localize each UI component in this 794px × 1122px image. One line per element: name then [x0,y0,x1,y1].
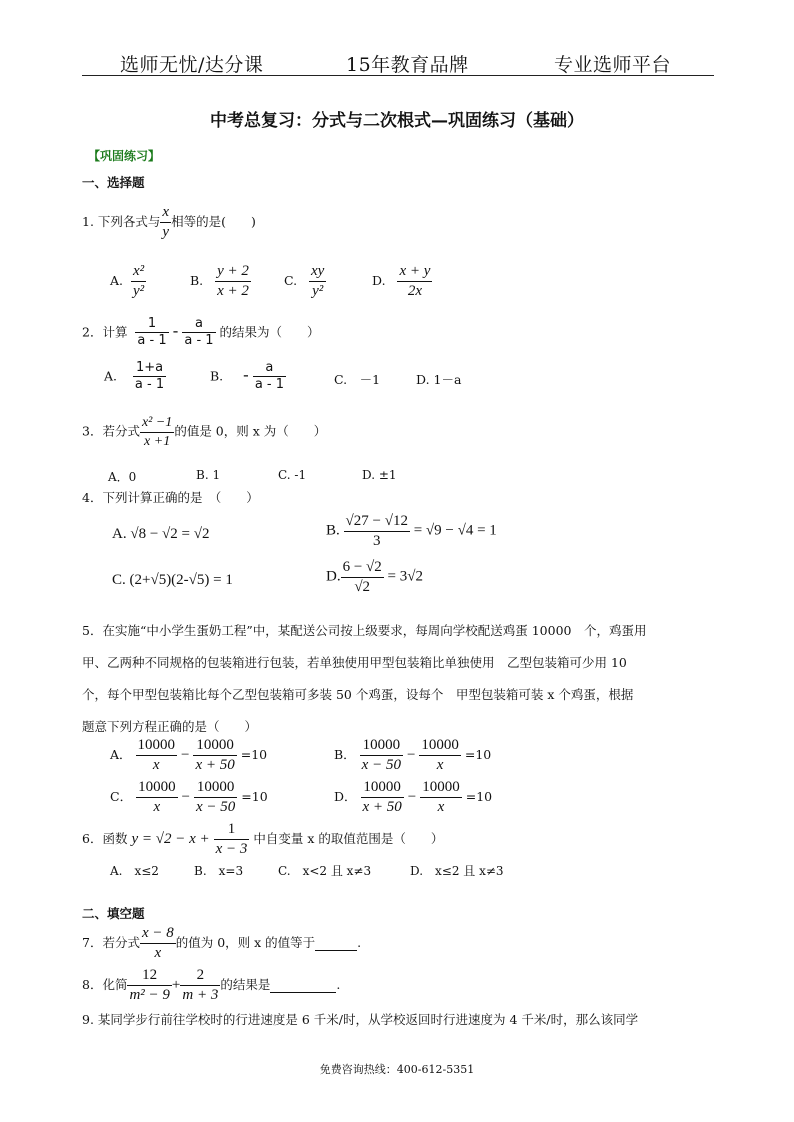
q1-b-label: B. [190,272,204,288]
q5-c-f2-den: x − 50 [196,798,236,815]
q1-b-den: x + 2 [217,282,249,299]
q5-b-f2-num: 10000 [419,736,461,756]
footer-hotline: 免费咨询热线：400-612-5351 [319,1063,475,1076]
q5-a-f1-den: x [152,756,160,773]
q4-b-label: B. [326,522,340,539]
q2-a-den: a - 1 [134,377,165,393]
q1-d-label: D. [372,272,386,288]
q1-option-a [110,262,146,301]
q7-pre: 7．若分式 [82,934,140,950]
q3-option-c: C. -1 [278,468,307,482]
q1-b-num: y + 2 [215,262,251,282]
q2-option-b [210,360,286,394]
q1-c-den: y² [312,282,324,299]
q1-a-den: y² [132,282,145,299]
q5-c-eq: =10 [241,788,268,804]
q5-line-4: 题意下列方程正确的是（ ） [82,719,258,734]
q6-den: x − 3 [215,840,248,857]
q3-den: x +1 [144,433,171,449]
q3-option-b: B. 1 [196,468,221,482]
q2-f1-den: a - 1 [137,333,167,349]
question-7 [82,924,361,963]
q4-d-den: √2 [354,578,371,595]
q5-line-3: 个，每个甲型包装箱比每个乙型包装箱可多装 50 个鸡蛋，设每个 甲型包装箱可装 x 个鸡蛋，根据 [82,687,634,702]
q5-line-1: 5．在实施“中小学生蛋奶工程”中，某配送公司按上级要求，每周向学校配送鸡蛋 10000 个，鸡蛋用 [82,623,647,638]
q8-post: 的结果是 [220,976,271,992]
q6-option-d: D. x≤2 且 x≠3 [410,864,504,878]
q2-option-c: C. －1 [334,372,381,387]
q2-b-label: B. [210,368,224,384]
q7-post: 的值为 0，则 x 的值等于 [175,934,316,950]
section-heading-choice: 一、选择题 [82,175,145,190]
q2-stem-post: 的结果为（ ） [219,324,320,340]
q5-option-d [334,778,492,817]
q1-stem-pre: 1. 下列各式与 [82,213,161,229]
q1-d-num: x + y [397,262,432,282]
q4-option-d [326,558,423,597]
q7-den: x [154,944,162,961]
question-3 [82,414,326,450]
q8-end: . [336,976,341,992]
q5-d-f2-num: 10000 [420,778,462,798]
q1-den: y [162,223,170,240]
header-right: 专业选师平台 [554,54,672,76]
q5-a-f2-den: x + 50 [195,756,235,773]
q5-c-f1-num: 10000 [136,778,178,798]
q2-a-label: A. [104,368,118,384]
q3-option-d: D. ±1 [362,468,397,482]
q8-plus: + [171,976,181,993]
q5-d-minus: − [407,788,417,805]
q5-a-f2-num: 10000 [193,736,236,756]
q5-b-minus: − [406,746,416,763]
q3-stem-post: 的值是 0，则 x 为（ ） [174,423,327,439]
q4-d-post: = 3√2 [387,568,423,585]
q5-d-label: D． [334,788,357,804]
q4-d-label: D. [326,568,341,585]
question-1 [82,203,256,242]
q8-f2-den: m + 3 [182,986,219,1003]
q4-b-num: √27 − √12 [344,512,410,532]
q5-d-f1-den: x + 50 [362,798,402,815]
q6-option-a: A. x≤2 [110,864,159,878]
q4-option-c: C. (2+√5)(2-√5) = 1 [112,572,233,588]
q5-option-c [110,778,268,817]
q2-a-num: 1+a [133,360,166,377]
q6-expr: y = √2 − x + [131,830,210,847]
question-2 [82,316,320,350]
q2-option-a [104,360,166,394]
q8-f1-den: m² − 9 [129,986,170,1003]
q7-num: x − 8 [140,924,176,944]
q5-c-f2-num: 10000 [194,778,237,798]
q1-a-num: x² [131,262,146,282]
q6-option-b: B. x=3 [194,864,244,878]
q1-num: x [160,203,171,223]
question-4: 4．下列计算正确的是 （ ） [82,490,259,505]
q8-answer-blank[interactable] [270,977,336,993]
section-heading-fill: 二、填空题 [82,906,145,921]
q7-answer-blank[interactable] [315,935,357,951]
q3-option-a: A．0 [108,470,137,484]
q5-a-eq: =10 [240,746,268,762]
q2-option-d: D. 1－a [416,372,462,387]
q5-c-label: C． [110,788,133,804]
q2-f2-num: a [182,316,215,333]
q2-b-num: a [253,360,286,377]
header-rule [82,75,714,76]
q5-b-label: B． [334,746,356,762]
q5-a-label: A． [110,746,132,762]
q2-stem-pre: 2．计算 [82,324,128,340]
question-8 [82,966,340,1005]
q6-stem-pre: 6．函数 [82,830,128,846]
header-left: 选师无忧/达分课 [120,54,264,76]
q1-d-den: 2x [407,282,423,299]
q1-option-b [190,262,251,301]
question-5 [82,615,722,743]
q6-option-c: C. x<2 且 x≠3 [278,864,372,878]
header-center: 15年教育品牌 [346,54,469,76]
q3-num: x² −1 [140,414,174,433]
section-tag: 【巩固练习】 [88,149,161,163]
q5-d-f2-den: x [437,798,445,815]
q2-f1-num: 1 [135,316,168,333]
q5-d-f1-num: 10000 [361,778,404,798]
q6-num: 1 [214,820,250,840]
q5-b-f2-den: x [436,756,444,773]
q2-minus: - [172,321,179,341]
q5-a-minus: − [181,746,190,763]
q6-stem-post: 中自变量 x 的取值范围是（ ） [253,830,444,846]
q2-b-den: a - 1 [254,377,285,393]
q8-f2-num: 2 [180,966,220,986]
q5-c-f1-den: x [153,798,161,815]
q4-option-a: A. √8 − √2 = √2 [112,526,210,542]
q5-option-a [110,736,267,775]
q2-b-minus: - [243,365,249,385]
q4-option-b [326,512,497,551]
q3-stem-pre: 3．若分式 [82,423,140,439]
question-6 [82,820,443,859]
q5-b-f1-den: x − 50 [361,756,401,773]
question-9: 9. 某同学步行前往学校时的行进速度是 6 千米/时，从学校返回时行进速度为 4 千米/时，那么该同学 [82,1012,639,1027]
q5-d-eq: =10 [465,788,493,804]
q5-a-f1-num: 10000 [136,736,178,756]
q1-c-label: C. [284,272,298,288]
q7-end: . [357,934,362,950]
q4-b-post: = √9 − √4 = 1 [413,522,497,539]
q1-option-c [284,262,326,301]
q5-b-f1-num: 10000 [360,736,403,756]
q1-stem-post: 相等的是( ) [171,213,256,229]
q1-c-num: xy [309,262,326,282]
q4-d-num: 6 − √2 [341,558,384,578]
q1-a-label: A. [110,272,124,288]
q5-line-2: 甲、乙两种不同规格的包装箱进行包装，若单独使用甲型包装箱比单独使用 乙型包装箱可少用 10 [82,655,627,670]
q8-f1-num: 12 [127,966,171,986]
q4-b-den: 3 [372,532,381,549]
q2-f2-den: a - 1 [184,333,214,349]
page-title: 中考总复习：分式与二次根式—巩固练习（基础） [210,111,584,131]
q8-pre: 8．化简 [82,976,128,992]
q1-option-d [372,262,432,301]
q5-option-b [334,736,491,775]
q5-b-eq: =10 [464,746,492,762]
q5-c-minus: − [181,788,191,805]
